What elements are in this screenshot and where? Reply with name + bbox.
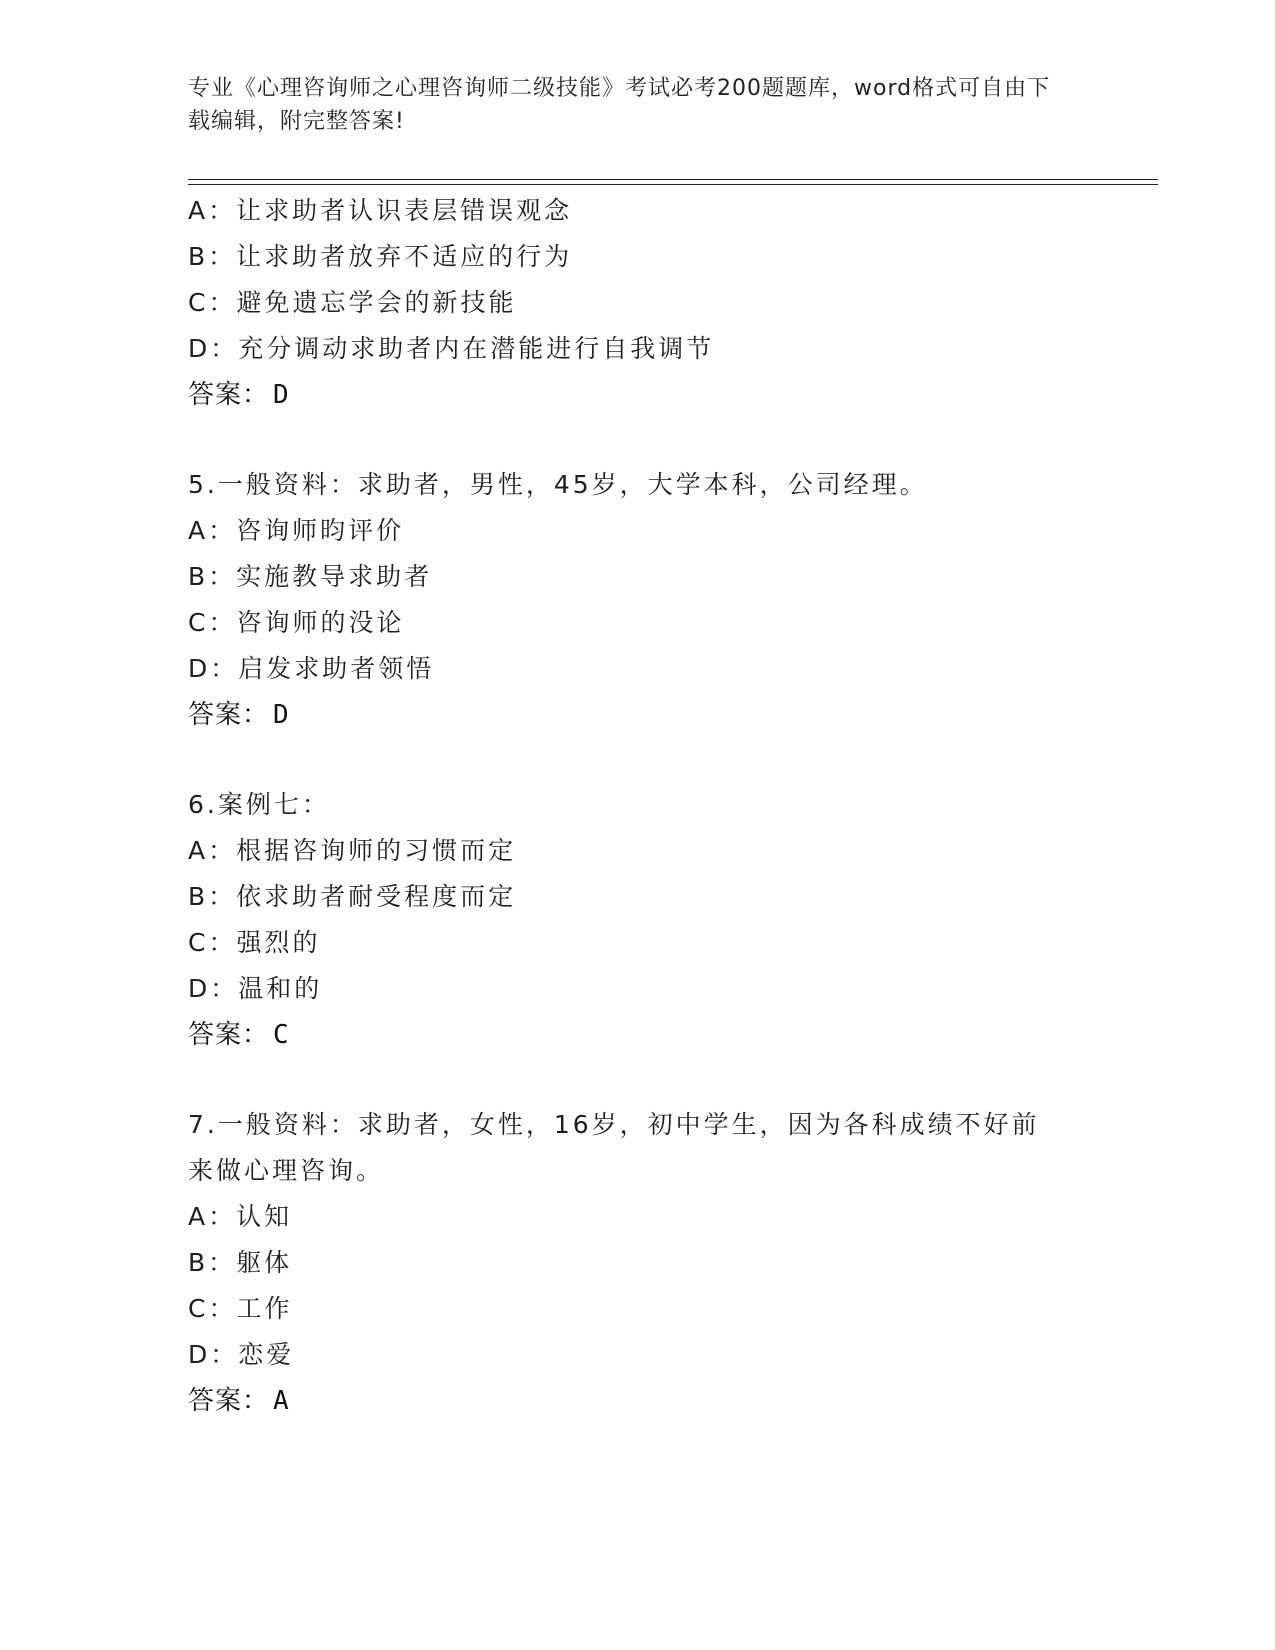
question-4 [188,188,1088,418]
option-c: C：强烈的 [188,928,321,957]
option-a: A：咨询师昀评价 [188,516,405,545]
option-d: D：充分调动求助者内在潜能进行自我调节 [188,334,715,363]
option-c: C：避免遗忘学会的新技能 [188,288,517,317]
option-d: D：启发求助者领悟 [188,654,435,683]
option-a: A：让求助者认识表层错误观念 [188,196,573,225]
document-intro: 专业《心理咨询师之心理咨询师二级技能》考试必考200题题库，word格式可自由下载编辑，附完整答案! [188,76,1051,134]
answer-label: 答案： [188,700,270,730]
answer-label: 答案： [188,1386,270,1416]
option-b: B：躯体 [188,1248,293,1277]
option-a: A：根据咨询师的习惯而定 [188,836,517,865]
option-c: C：工作 [188,1294,293,1323]
answer-row [188,692,1088,738]
option-b: B：实施教导求助者 [188,562,433,591]
option-d: D：恋爱 [188,1340,295,1369]
answer-value: D [273,380,290,410]
answer-row [188,372,1088,418]
option-b: B：依求助者耐受程度而定 [188,882,517,911]
header-divider-top [188,179,1158,180]
question-stem: 5.一般资料：求助者，男性，45岁，大学本科，公司经理。 [188,470,928,499]
header-divider-bottom [188,184,1158,185]
question-6 [188,782,1088,1058]
option-a: A：认知 [188,1202,293,1231]
option-d: D：温和的 [188,974,323,1003]
answer-row [188,1012,1088,1058]
option-b: B：让求助者放弃不适应的行为 [188,242,573,271]
answer-value: C [273,1020,290,1050]
question-5 [188,462,1088,738]
question-7 [188,1102,1088,1424]
answer-value: A [273,1386,290,1416]
question-stem: 6.案例七： [188,790,330,819]
answer-value: D [273,700,290,730]
question-list [188,188,1088,1424]
option-c: C：咨询师的没论 [188,608,405,637]
question-stem-line-1: 7.一般资料：求助者，女性，16岁，初中学生，因为各科成绩不好前 [188,1110,1040,1139]
answer-label: 答案： [188,380,270,410]
answer-label: 答案： [188,1020,270,1050]
question-stem-line-2: 来做心理咨询。 [188,1156,385,1185]
answer-row [188,1378,1088,1424]
